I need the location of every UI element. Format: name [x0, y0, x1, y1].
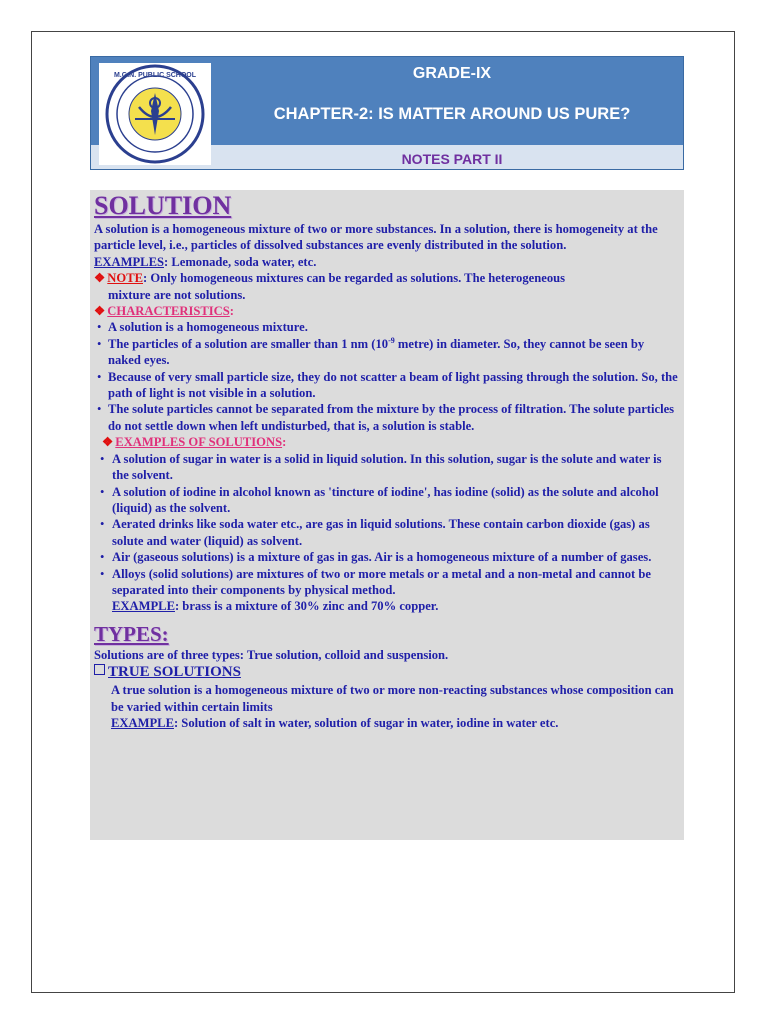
exponent: -9	[388, 335, 395, 345]
note-label: NOTE	[107, 271, 143, 286]
solution-definition: A solution is a homogeneous mixture of two or more substances. In a solution, there is homogeneity at the particle level, i.e., particles of dissolved substances are evenly distributed in the solution.	[94, 222, 658, 253]
list-item-tail: metre) in diameter. So, they cannot be seen by naked eyes.	[108, 336, 645, 368]
checkbox-bullet-icon	[94, 664, 105, 675]
list-item: • A solution of iodine in alcohol known as 'tincture of iodine', has iodine (solid) as the solute and alcohol (liquid) as the solvent.	[94, 484, 678, 517]
solution-heading: SOLUTION	[94, 191, 232, 220]
notes-content	[90, 190, 684, 840]
diamond-bullet-icon: ❖	[102, 435, 114, 450]
chapter-title: CHAPTER-2: IS MATTER AROUND US PURE?	[273, 105, 631, 123]
list-item: • Aerated drinks like soda water etc., are gas in liquid solutions. These contain carbon dioxide (gas) as solute and water (liquid) as solvent.	[94, 516, 678, 549]
list-item-text: Alloys (solid solutions) are mixtures of two or more metals or a metal and a non-metal and cannot be separated into their components by physical method.	[112, 566, 651, 597]
list-item-text: The particles of a solution are smaller than 1 nm (10	[108, 336, 389, 351]
alloy-example-text: : brass is a mixture of 30% zinc and 70% copper.	[174, 599, 439, 614]
characteristics-list	[94, 319, 678, 434]
svg-text:M.G.N. PUBLIC SCHOOL: M.G.N. PUBLIC SCHOOL	[113, 72, 197, 79]
true-solutions-heading	[94, 663, 678, 682]
characteristics-label: CHARACTERISTICS	[107, 304, 230, 319]
list-item	[94, 336, 678, 369]
notes-subtitle: NOTES PART II	[401, 151, 503, 167]
examples-label: EXAMPLES	[94, 254, 164, 269]
examples-of-solutions-heading: ❖ EXAMPLES OF SOLUTIONS:	[102, 435, 287, 450]
true-solutions-text: A true solution is a homogeneous mixture of two or more non-reacting substances whose composition can be varied within certain limits	[111, 683, 674, 714]
examples-line	[94, 254, 678, 270]
list-item: • Because of very small particle size, they do not scatter a beam of light passing through the solution. So, the path of light is not visible in a solution.	[94, 369, 678, 402]
list-item: • Air (gaseous solutions) is a mixture of gas in gas. Air is a homogeneous mixture of a number of gases.	[94, 549, 678, 565]
examples-of-solutions-list	[94, 451, 678, 615]
note-line	[94, 270, 678, 286]
diamond-bullet-icon: ❖	[94, 304, 106, 319]
types-heading: TYPES:	[94, 621, 169, 646]
characteristics-heading: ❖ CHARACTERISTICS:	[94, 304, 234, 319]
true-example-label: EXAMPLE	[111, 715, 174, 730]
true-example-text: : Solution of salt in water, solution of sugar in water, iodine in water etc.	[173, 715, 559, 730]
alloy-example-label: EXAMPLE	[112, 599, 175, 614]
examples-text: : Lemonade, soda water, etc.	[163, 254, 317, 269]
note-text-1: : Only homogeneous mixtures can be regarded as solutions. The heterogeneous	[143, 271, 566, 286]
document-header	[90, 56, 684, 170]
examples-of-solutions-label: EXAMPLES OF SOLUTIONS	[115, 435, 283, 450]
note-continuation: mixture are not solutions.	[108, 287, 246, 302]
true-solutions-example	[94, 715, 678, 731]
list-item	[94, 566, 678, 615]
types-intro: Solutions are of three types: True solution, colloid and suspension.	[94, 647, 449, 662]
school-logo	[99, 63, 211, 165]
list-item: • A solution of sugar in water is a solid in liquid solution. In this solution, sugar is the solute and water is the solvent.	[94, 451, 678, 484]
list-item: • The solute particles cannot be separated from the mixture by the process of filtration. The solute particles do not settle down when left undisturbed, that is, a solution is stable.	[94, 401, 678, 434]
diamond-bullet-icon: ❖	[94, 271, 106, 286]
grade-title: GRADE-IX	[412, 65, 492, 82]
list-item: • A solution is a homogeneous mixture.	[94, 319, 678, 335]
true-solutions-label: TRUE SOLUTIONS	[108, 664, 241, 681]
